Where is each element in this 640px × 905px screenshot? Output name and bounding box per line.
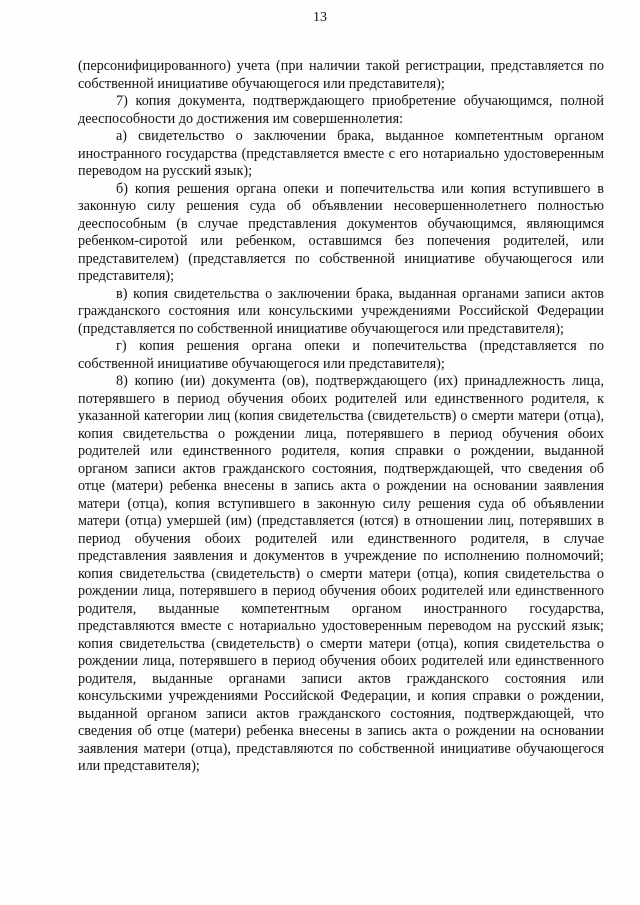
document-body xyxy=(78,58,604,776)
paragraph-continuation: (персонифицированного) учета (при наличии такой регистрации, представляется по собственной инициативе обучающегося или представителя); xyxy=(78,58,604,92)
paragraph-subitem-b: б) копия решения органа опеки и попечительства или копия вступившего в законную силу решения суда об объявлении несовершеннолетнего полностью дееспособным (в случае представления документов обучающимся, являющимся ребенком-сиротой или ребенком, оставшимся без попечения родителей, или представителем) (представляется по собственной инициативе обучающегося или представителя); xyxy=(78,180,604,284)
paragraph-item-7: 7) копия документа, подтверждающего приобретение обучающимся, полной дееспособности до достижения им совершеннолетия: xyxy=(78,93,604,127)
paragraph-subitem-v: в) копия свидетельства о заключении брака, выданная органами записи актов гражданского состояния или консульскими учреждениями Российской Федерации (представляется по собственной инициативе обучающегося или представителя); xyxy=(78,285,604,337)
paragraph-item-8: 8) копию (ии) документа (ов), подтверждающего (их) принадлежность лица, потерявшего в период обучения обоих родителей или единственного родителя, к указанной категории лиц (копия свидетельства (свидетельств) о смерти матери (отца), копия свидетельства о рождении лица, потерявшего в период обучения обоих родителей или единственного родителя, копия справки о рождении, выданной органом записи актов гражданского состояния, подтверждающей, что сведения об отце (матери) ребенка внесены в запись акта о рождении на основании заявления матери (отца), копия вступившего в законную силу решения суда об объявлении матери (отца) умершей (им) (представляется (ются) в отношении лиц, потерявших в период обучения обоих родителей или единственного родителя, в случае представления заявления и документов в учреждение по исполнению полномочий; копия свидетельства (свидетельств) о смерти матери (отца), копия свидетельства о рождении лица, потерявшего в период обучения обоих родителей или единственного родителя, выданные компетентным органом иностранного государства, представляются вместе с нотариально удостоверенным переводом на русский язык; копия свидетельства (свидетельств) о смерти матери (отца), копия свидетельства о рождении лица, потерявшего в период обучения обоих родителей или единственного родителя, выданные органами записи актов гражданского состояния или консульскими учреждениями Российской Федерации, и копия справки о рождении, выданной органом записи актов гражданского состояния, подтверждающей, что сведения об отце (матери) ребенка внесены в запись акта о рождении на основании заявления матери (отца), представляются по собственной инициативе обучающегося или представителя); xyxy=(78,373,604,774)
page-number: 13 xyxy=(313,10,327,25)
paragraph-subitem-g: г) копия решения органа опеки и попечительства (представляется по собственной инициативе обучающегося или представителя); xyxy=(78,338,604,372)
paragraph-subitem-a: а) свидетельство о заключении брака, выданное компетентным органом иностранного государства (представляется вместе с его нотариально удостоверенным переводом на русский язык); xyxy=(78,128,604,179)
